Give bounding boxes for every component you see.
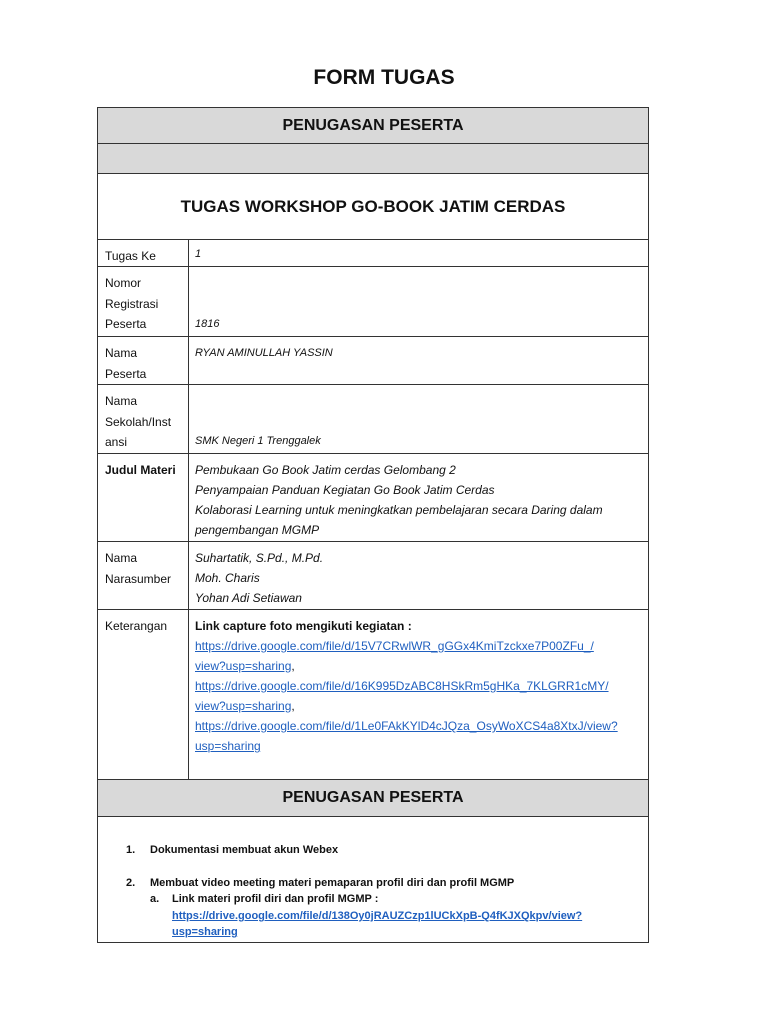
row-nama-peserta bbox=[98, 337, 648, 385]
judul-line: Pembukaan Go Book Jatim cerdas Gelombang 2 bbox=[195, 463, 456, 477]
judul-line: pengembangan MGMP bbox=[195, 523, 320, 537]
label-nomor-registrasi: Nomor Registrasi Peserta bbox=[98, 267, 189, 336]
capture-link-2[interactable]: view?usp=sharing bbox=[195, 699, 292, 713]
workshop-title: TUGAS WORKSHOP GO-BOOK JATIM CERDAS bbox=[180, 196, 566, 216]
row-judul-materi bbox=[98, 454, 648, 542]
row-tugas-ke bbox=[98, 240, 648, 267]
judul-line: Kolaborasi Learning untuk meningkatkan pembelajaran secara Daring dalam bbox=[195, 503, 603, 517]
keterangan-intro: Link capture foto mengikuti kegiatan : bbox=[195, 619, 412, 633]
narasumber-line: Moh. Charis bbox=[195, 571, 260, 585]
section2-title: PENUGASAN PESERTA bbox=[282, 789, 464, 806]
capture-link-1[interactable]: https://drive.google.com/file/d/15V7CRwlWR_gGGx4KmiTzckxe7P00ZFu_/ bbox=[195, 639, 594, 653]
workshop-title-row bbox=[98, 174, 648, 240]
label-nama-sekolah: Nama Sekolah/Inst ansi bbox=[98, 385, 189, 453]
value-nama-sekolah: SMK Negeri 1 Trenggalek bbox=[195, 435, 321, 447]
profil-link[interactable]: https://drive.google.com/file/d/138Oy0jRAUZCzp1lUCkXpB-Q4fKJXQkpv/view? usp=sharing bbox=[172, 910, 583, 938]
capture-link-1[interactable]: view?usp=sharing bbox=[195, 659, 292, 673]
value-judul-materi bbox=[189, 454, 648, 541]
blank-gray-band bbox=[98, 144, 648, 174]
capture-link-2[interactable]: https://drive.google.com/file/d/16K995DzABC8HSkRm5gHKa_7KLGRR1cMY/ bbox=[195, 679, 609, 693]
label-keterangan: Keterangan bbox=[98, 610, 189, 779]
narasumber-line: Suhartatik, S.Pd., M.Pd. bbox=[195, 551, 324, 565]
narasumber-line: Yohan Adi Setiawan bbox=[195, 591, 302, 605]
section-header bbox=[98, 108, 648, 144]
row-nama-sekolah bbox=[98, 385, 648, 454]
row-narasumber bbox=[98, 542, 648, 610]
label-nama-peserta: Nama Peserta bbox=[98, 337, 189, 384]
capture-link-3[interactable]: https://drive.google.com/file/d/1Le0FAkKYlD4cJQza_OsyWoXCS4a8XtxJ/view? bbox=[195, 719, 618, 733]
label-narasumber: Nama Narasumber bbox=[98, 542, 189, 609]
label-judul-materi: Judul Materi bbox=[98, 454, 189, 541]
value-tugas-ke: 1 bbox=[195, 248, 202, 260]
label-tugas-ke: Tugas Ke bbox=[98, 240, 189, 266]
task-item: 2. Membuat video meeting materi pemaparan profil diri dan profil MGMP bbox=[126, 877, 515, 889]
section2-header bbox=[98, 780, 648, 817]
judul-line: Penyampaian Panduan Kegiatan Go Book Jatim Cerdas bbox=[195, 483, 495, 497]
capture-link-3[interactable]: usp=sharing bbox=[195, 739, 261, 753]
task-form bbox=[97, 107, 649, 943]
row-nomor-registrasi bbox=[98, 267, 648, 337]
value-narasumber bbox=[189, 542, 648, 609]
page-title: FORM TUGAS bbox=[313, 66, 455, 89]
value-nomor-registrasi: 1816 bbox=[195, 318, 220, 330]
subtask-item: a. Link materi profil diri dan profil MGMP : bbox=[150, 893, 379, 905]
task-item: 1. Dokumentasi membuat akun Webex bbox=[126, 844, 339, 856]
row-keterangan bbox=[98, 610, 648, 780]
value-keterangan: Link capture foto mengikuti kegiatan : https://drive.google.com/file/d/15V7CRwlWR_gGGx4KmiTzckxe7P00ZFu_/ view?usp=sharing, https://drive.google.com/file/d/16K995DzABC8HSkRm5gHKa_7KLGRR1cMY/ view?usp=sharing, https://drive.google.com/file/d/1Le0FAkKYlD4cJQza_OsyWoXCS4a8XtxJ/view? usp=sharing bbox=[189, 610, 648, 779]
value-nama-peserta: RYAN AMINULLAH YASSIN bbox=[195, 347, 333, 359]
section-title: PENUGASAN PESERTA bbox=[282, 116, 464, 134]
